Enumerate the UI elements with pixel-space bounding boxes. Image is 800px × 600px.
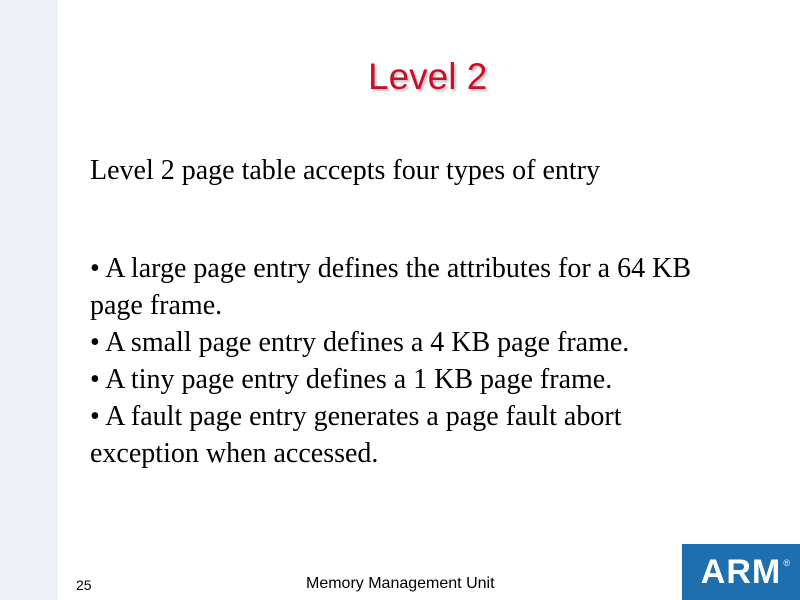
slide-left-band <box>0 0 58 600</box>
footer-title: Memory Management Unit <box>306 575 495 592</box>
bullet-list <box>90 250 730 472</box>
bullet-item-large-page: • A large page entry defines the attributes for a 64 KB page frame. <box>90 253 692 321</box>
arm-logo-text: ARM <box>700 553 782 591</box>
slide-subtitle: Level 2 page table accepts four types of entry <box>90 155 601 186</box>
arm-logo <box>682 544 800 600</box>
bullet-item-tiny-page: • A tiny page entry defines a 1 KB page frame. <box>90 364 613 395</box>
bullet-item-fault-page: • A fault page entry generates a page fault abort exception when accessed. <box>90 401 622 469</box>
page-number: 25 <box>76 577 92 593</box>
registered-mark: ® <box>783 558 790 568</box>
bullet-item-small-page: • A small page entry defines a 4 KB page frame. <box>90 327 630 358</box>
slide-title: Level 2 <box>368 56 488 97</box>
